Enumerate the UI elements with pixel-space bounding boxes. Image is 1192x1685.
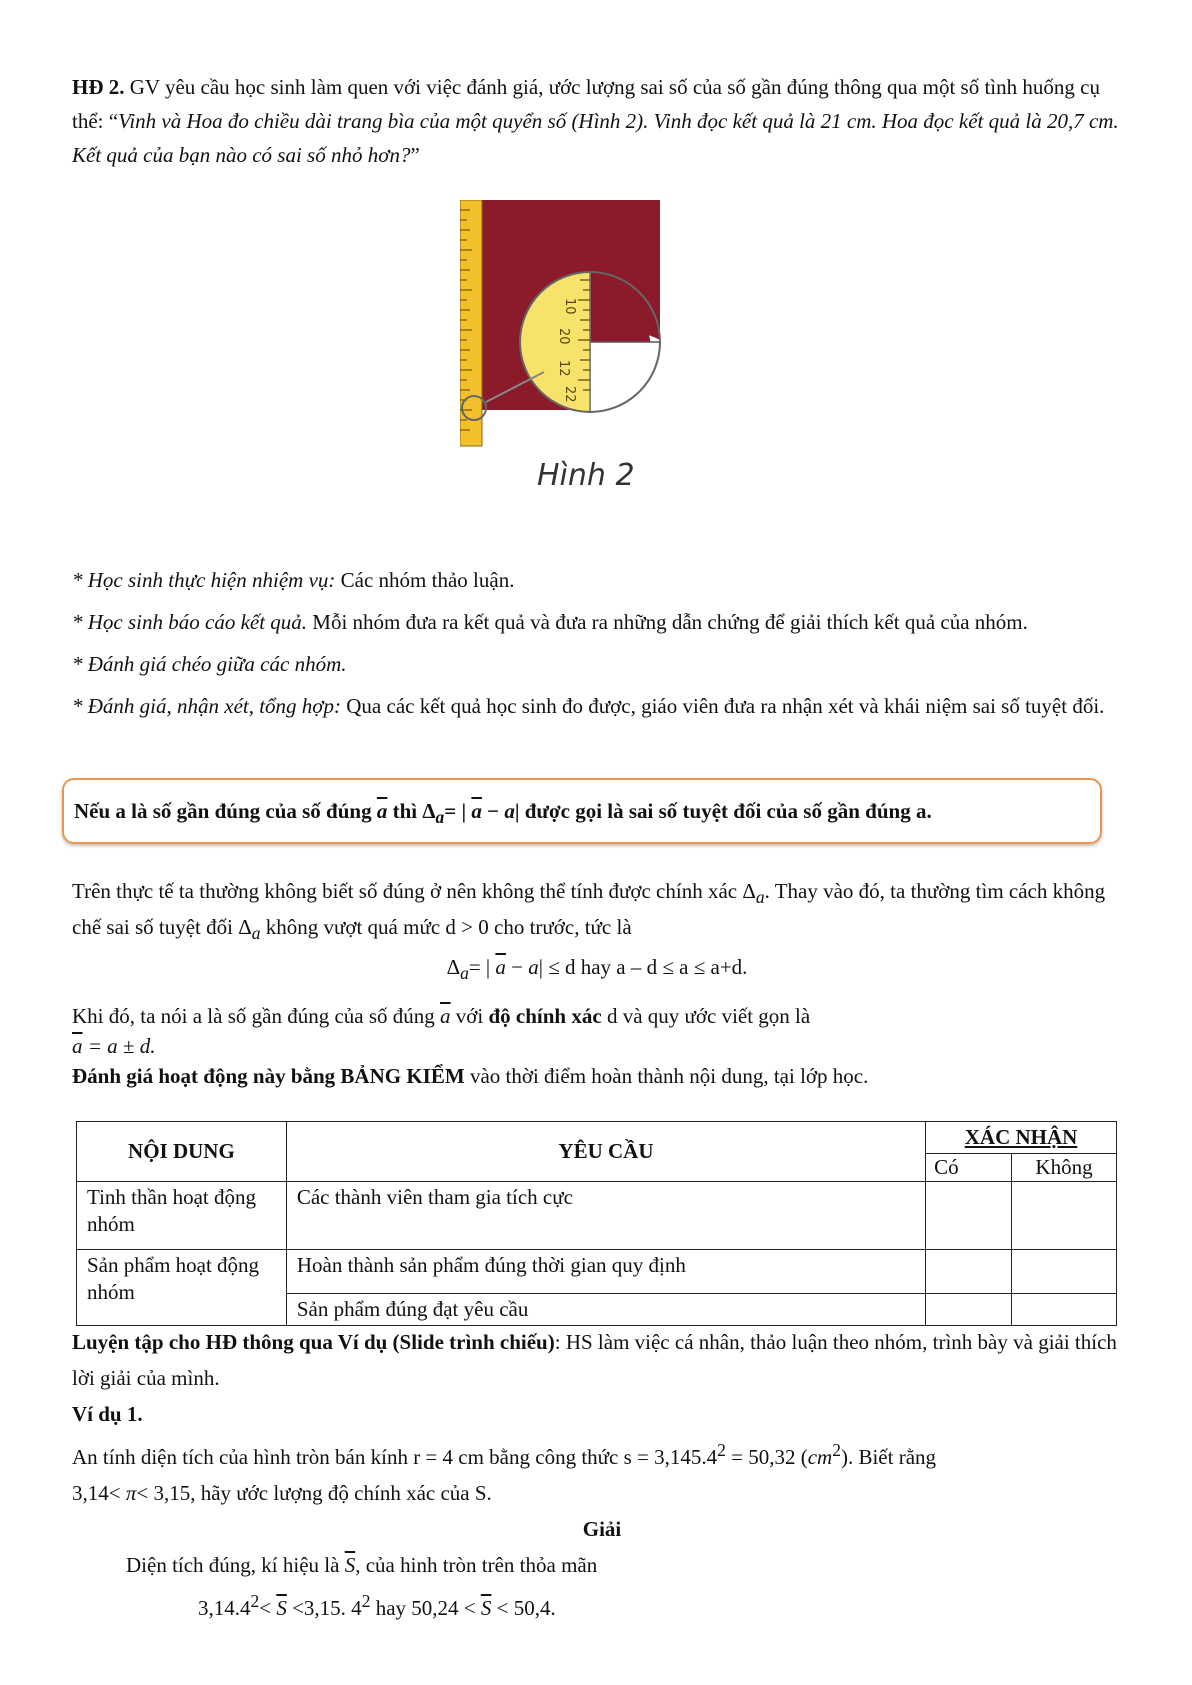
delta-subscript: a <box>251 923 261 944</box>
task-item <box>72 650 1132 678</box>
ruler-label-1: 10 <box>562 298 577 315</box>
assessment-line <box>72 1061 1122 1091</box>
header-content: NỘI DUNG <box>77 1122 287 1182</box>
row-requirement: Các thành viên tham gia tích cực <box>286 1182 925 1250</box>
formula-part: Δ <box>446 955 461 980</box>
ruler-label-4: 22 <box>562 386 577 403</box>
true-value-symbol: $\overline{a}$ <box>471 799 482 823</box>
explain-text: Trên thực tế ta thường không biết số đúng ở nên không thể tính được chính xác Δ <box>72 879 756 903</box>
no-cell[interactable] <box>1012 1182 1117 1250</box>
ruler-label-3: 12 <box>556 360 571 377</box>
book-cover-right <box>590 200 660 342</box>
inequality-part: 3,14.4 <box>198 1596 251 1620</box>
unit: cm <box>807 1445 833 1469</box>
table-row <box>77 1250 1117 1294</box>
true-area-symbol: $\overline{S}$ <box>276 1596 287 1620</box>
true-value-symbol: $\overline{a}$ <box>376 799 388 823</box>
inequality-part: < 50,4. <box>491 1596 556 1620</box>
example-text: ). Biết rằng <box>840 1445 937 1469</box>
explain-text: . Thay vào đó, ta thường tìm cách không chế sai số tuyệt đối Δ <box>72 879 1106 940</box>
explain-text: không vượt quá mức d > 0 cho trước, tức là <box>260 915 632 940</box>
figure-caption: Hình 2 <box>537 458 635 493</box>
task-text: Mỗi nhóm đưa ra kết quả và đưa ra những dẫn chứng để giải thích kết quả của nhóm. <box>307 610 1028 634</box>
row-content: Sản phẩm hoạt động nhóm <box>77 1250 287 1326</box>
yes-cell[interactable] <box>926 1250 1012 1294</box>
example-text: < 3,15, hãy ước lượng độ chính xác của S. <box>136 1481 492 1505</box>
definition-text: Nếu a là số gần đúng của số đúng <box>74 799 377 823</box>
table-row <box>77 1182 1117 1250</box>
superscript: 2 <box>250 1591 260 1611</box>
assessment-label: Đánh giá hoạt động này bằng BẢNG KIỂM <box>72 1063 465 1088</box>
true-area-symbol: $\overline{S}$ <box>344 1553 356 1577</box>
explain-text: Khi đó, ta nói a là số gần đúng của số đúng <box>72 1003 441 1028</box>
formula-part: − <box>505 955 529 980</box>
ruler-label-2: 20 <box>556 328 571 345</box>
solution-inequality <box>72 1583 1132 1626</box>
explain-text: với <box>450 1003 489 1028</box>
example-statement <box>72 1432 1132 1475</box>
precision-term: độ chính xác <box>488 1003 602 1028</box>
task-text: Qua các kết quả học sinh đo được, giáo viên đưa ra nhận xét và khái niệm sai số tuyệt đối. <box>341 694 1105 718</box>
solution-text <box>72 1547 1132 1583</box>
row-requirement: Hoàn thành sản phẩm đúng thời gian quy định <box>286 1250 925 1294</box>
task-item <box>72 692 1132 720</box>
formula-part: | ≤ d hay a – d ≤ a ≤ a+d. <box>538 955 748 980</box>
definition-text: = | <box>444 799 472 823</box>
book-ruler-illustration <box>460 200 720 500</box>
intro-text: GV yêu cầu học sinh làm quen với việc đánh giá, ước lượng sai số của số gần đúng thông qua một số tình huống cụ thể: “ <box>72 75 1100 133</box>
task-label: * Đánh giá chéo giữa các nhóm. <box>72 652 347 676</box>
explain-text: d và quy ước viết gọn là <box>601 1003 811 1028</box>
error-bound-formula <box>72 952 1122 988</box>
superscript: 2 <box>717 1440 726 1460</box>
solution-part: , của hinh tròn trên thỏa mãn <box>355 1553 598 1577</box>
ruler <box>460 200 482 446</box>
inequality-part: < <box>259 1596 277 1620</box>
yes-cell[interactable] <box>926 1182 1012 1250</box>
intro-paragraph <box>72 70 1122 172</box>
task-list <box>72 566 1132 734</box>
delta-subscript: a <box>435 807 445 828</box>
activity-label: HĐ 2. <box>72 75 125 99</box>
true-value-symbol: $\overline{a}$ <box>440 1003 451 1028</box>
example-title-text: Ví dụ 1. <box>72 1402 143 1426</box>
definition-text: | được gọi là sai số tuyệt đối của số gần đúng a. <box>514 799 932 823</box>
inequality-part: <3,15. 4 <box>286 1596 362 1620</box>
solution-part: Diện tích đúng, kí hiệu là <box>126 1553 345 1577</box>
task-label: * Học sinh báo cáo kết quả. <box>72 610 308 634</box>
task-text: Các nhóm thảo luận. <box>335 568 515 592</box>
header-yes: Có <box>926 1154 1012 1182</box>
true-area-symbol: $\overline{S}$ <box>480 1596 492 1620</box>
no-cell[interactable] <box>1012 1250 1117 1294</box>
true-value-symbol: $\overline{a}$ <box>72 1033 83 1058</box>
approx-symbol: a <box>528 955 539 980</box>
row-requirement: Sản phẩm đúng đạt yêu cầu <box>286 1294 925 1326</box>
header-requirement: YÊU CẦU <box>286 1122 925 1182</box>
no-cell[interactable] <box>1012 1294 1117 1326</box>
assessment-text: vào thời điểm hoàn thành nội dung, tại lớp học. <box>464 1063 869 1088</box>
true-value-symbol: $\overline{a}$ <box>495 955 506 980</box>
task-item <box>72 608 1132 636</box>
row-content: Tinh thần hoạt động nhóm <box>77 1182 287 1250</box>
practice-paragraph <box>72 1324 1132 1396</box>
table-header-row <box>77 1122 1117 1154</box>
formula-part: = | <box>468 955 496 980</box>
definition-box <box>62 778 1102 844</box>
approx-symbol: a <box>504 799 515 823</box>
explanation-paragraph <box>72 876 1122 948</box>
book-ruler-figure <box>460 200 720 500</box>
delta-subscript: a <box>460 963 469 984</box>
task-label: * Đánh giá, nhận xét, tổng hợp: <box>72 694 342 718</box>
notation-text: = a ± d. <box>82 1033 156 1058</box>
practice-label: Luyện tập cho HĐ thông qua Ví dụ (Slide trình chiếu) <box>72 1330 555 1354</box>
delta-subscript: a <box>755 887 765 908</box>
header-no: Không <box>1012 1154 1117 1182</box>
intro-quote: Vinh và Hoa đo chiều dài trang bìa của một quyển số (Hình 2). Vinh đọc kết quả là 21 cm. Hoa đọc kết quả là 20,7 cm. Kết quả của bạn nào có sai số nhỏ hơn? <box>72 109 1119 167</box>
example-text: An tính diện tích của hình tròn bán kính r = 4 cm bằng công thức s = 3,145.4 <box>72 1445 718 1469</box>
solution-title: Giải <box>582 1517 622 1541</box>
short-notation <box>72 1031 1122 1061</box>
example-statement-line2 <box>72 1475 1132 1511</box>
explanation <box>72 876 1122 1091</box>
practice-text: : HS làm việc cá nhân, thảo luận theo nhóm, trình bày và giải thích lời giải của mình. <box>72 1330 1117 1390</box>
example-text: = 50,32 ( <box>725 1445 808 1469</box>
definition-text: − <box>481 799 505 823</box>
example-title <box>72 1396 1132 1432</box>
precision-paragraph <box>72 1001 1122 1031</box>
yes-cell[interactable] <box>926 1294 1012 1326</box>
task-item <box>72 566 1132 594</box>
checklist-table <box>76 1121 1117 1326</box>
header-confirm: XÁC NHẬN <box>926 1122 1117 1154</box>
inequality-part: hay 50,24 < <box>370 1596 481 1620</box>
task-label: * Học sinh thực hiện nhiệm vụ: <box>72 568 336 592</box>
superscript: 2 <box>832 1440 841 1460</box>
pi-symbol: π <box>125 1481 137 1505</box>
practice-section <box>72 1324 1132 1626</box>
definition-text: thì Δ <box>387 799 436 823</box>
example-text: 3,14< <box>72 1481 126 1505</box>
intro-quote-end: ” <box>410 143 420 167</box>
superscript: 2 <box>361 1591 371 1611</box>
